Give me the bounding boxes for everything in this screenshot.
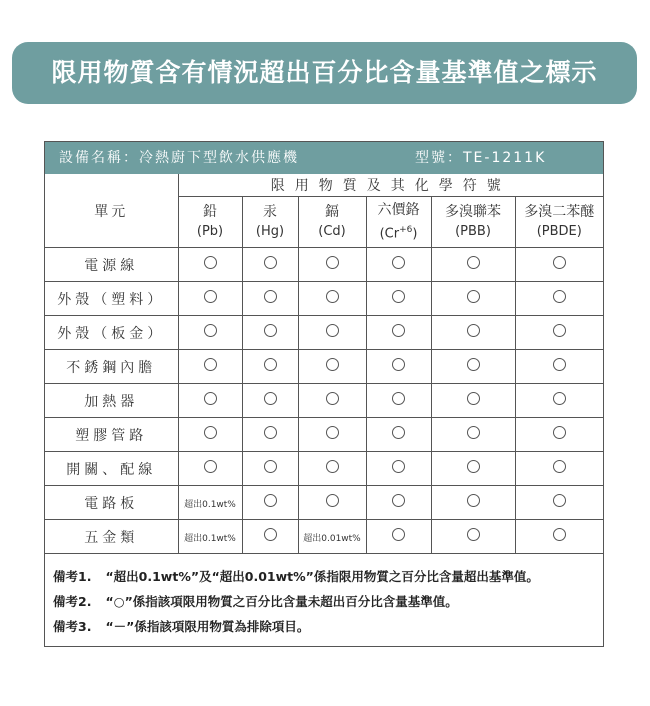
table-row [45, 486, 603, 520]
part-name: 加熱器 [45, 384, 178, 418]
substance-symbol [299, 222, 366, 242]
compliant-circle-icon [392, 256, 405, 269]
substance-symbol [432, 222, 515, 242]
table-cell [242, 384, 298, 418]
table-cell [242, 350, 298, 384]
substance-header [431, 197, 515, 248]
compliant-circle-icon [553, 358, 566, 371]
table-cell [515, 520, 603, 554]
compliant-circle-icon [553, 426, 566, 439]
symbol-text: (PBDE) [536, 224, 582, 239]
table-cell [178, 248, 242, 282]
compliant-circle-icon [467, 358, 480, 371]
substance-header [366, 197, 431, 248]
table-row [45, 452, 603, 486]
unit-header: 單元 [45, 174, 178, 248]
compliant-circle-icon [264, 256, 277, 269]
table-row [45, 384, 603, 418]
rohs-declaration-sheet [44, 141, 604, 647]
table-cell [242, 248, 298, 282]
exceed-value: 超出0.1wt% [184, 533, 236, 544]
compliant-circle-icon [204, 324, 217, 337]
exceed-value: 超出0.01wt% [303, 533, 361, 544]
note-text: “－”係指該項限用物質為排除項目。 [105, 619, 310, 634]
compliant-circle-icon [326, 494, 339, 507]
part-name: 開關、配線 [45, 452, 178, 486]
note-label: 備考1. [53, 569, 92, 584]
table-cell [431, 248, 515, 282]
compliant-circle-icon [264, 358, 277, 371]
symbol-text: (Pb) [196, 224, 224, 239]
compliant-circle-icon [467, 426, 480, 439]
symbol-text: (Hg) [255, 224, 285, 239]
substance-name: 汞 [263, 204, 277, 220]
table-cell [298, 520, 366, 554]
compliant-circle-icon [392, 290, 405, 303]
compliant-circle-icon [326, 256, 339, 269]
substance-symbol [516, 222, 604, 242]
table-cell [242, 418, 298, 452]
note-label: 備考2. [53, 594, 92, 609]
table-row [45, 520, 603, 554]
compliant-circle-icon [392, 324, 405, 337]
compliant-circle-icon [392, 392, 405, 405]
compliant-circle-icon [204, 460, 217, 473]
table-cell [298, 486, 366, 520]
substance-name: 多溴二苯醚 [524, 204, 595, 220]
table-cell [366, 452, 431, 486]
substance-header [298, 197, 366, 248]
compliant-circle-icon [467, 392, 480, 405]
compliant-circle-icon [326, 426, 339, 439]
note-1 [53, 564, 593, 589]
table-cell [298, 282, 366, 316]
table-cell [298, 248, 366, 282]
compliant-circle-icon [392, 460, 405, 473]
table-cell [366, 520, 431, 554]
exceed-value: 超出0.1wt% [184, 499, 236, 510]
compliant-circle-icon [553, 290, 566, 303]
substance-header [242, 197, 298, 248]
table-cell [366, 282, 431, 316]
header-row-group [45, 174, 603, 197]
table-cell [178, 418, 242, 452]
compliant-circle-icon [467, 324, 480, 337]
table-cell [366, 316, 431, 350]
table-cell [431, 350, 515, 384]
compliant-circle-icon [467, 256, 480, 269]
equipment-name: 設備名稱：冷熱廚下型飲水供應機 [59, 150, 299, 166]
compliant-circle-icon [326, 460, 339, 473]
table-row [45, 316, 603, 350]
table-cell [178, 282, 242, 316]
table-cell [515, 282, 603, 316]
page-title: 限用物質含有情況超出百分比含量基準值之標示 [51, 58, 598, 87]
compliant-circle-icon [326, 358, 339, 371]
note-label: 備考3. [53, 619, 92, 634]
compliant-circle-icon [264, 460, 277, 473]
table-cell [515, 384, 603, 418]
table-cell [298, 384, 366, 418]
part-name: 五金類 [45, 520, 178, 554]
table-cell [431, 520, 515, 554]
compliant-circle-icon [553, 256, 566, 269]
restricted-substance-table [45, 174, 603, 554]
substance-name: 鉛 [203, 204, 217, 220]
table-cell [431, 316, 515, 350]
table-cell [242, 282, 298, 316]
table-cell [178, 452, 242, 486]
table-cell [178, 486, 242, 520]
table-cell [178, 316, 242, 350]
compliant-circle-icon [467, 460, 480, 473]
table-row [45, 418, 603, 452]
part-name: 外殼（塑料） [45, 282, 178, 316]
compliant-circle-icon [204, 392, 217, 405]
compliant-circle-icon [392, 358, 405, 371]
compliant-circle-icon [553, 392, 566, 405]
substance-header [178, 197, 242, 248]
table-cell [298, 350, 366, 384]
compliant-circle-icon [204, 256, 217, 269]
compliant-circle-icon [264, 426, 277, 439]
compliant-circle-icon [264, 528, 277, 541]
compliant-circle-icon [204, 426, 217, 439]
table-cell [431, 452, 515, 486]
compliant-circle-icon [204, 290, 217, 303]
compliant-circle-icon [553, 324, 566, 337]
compliant-circle-icon [264, 392, 277, 405]
compliant-circle-icon [467, 528, 480, 541]
table-cell [366, 350, 431, 384]
symbol-close: ) [412, 226, 418, 242]
compliant-circle-icon [264, 290, 277, 303]
part-name: 電路板 [45, 486, 178, 520]
model-number: 型號：TE-1211K [415, 150, 547, 166]
compliant-circle-icon [392, 494, 405, 507]
substance-symbol [243, 222, 298, 242]
table-cell [298, 452, 366, 486]
table-cell [431, 486, 515, 520]
table-cell [242, 316, 298, 350]
symbol-text: (Cr [379, 226, 400, 242]
compliant-circle-icon [467, 290, 480, 303]
compliant-circle-icon [326, 392, 339, 405]
part-name: 不銹鋼內膽 [45, 350, 178, 384]
compliant-circle-icon [553, 460, 566, 473]
sheet-header [45, 142, 603, 174]
table-cell [178, 350, 242, 384]
table-cell [366, 418, 431, 452]
table-row [45, 350, 603, 384]
substance-group-header: 限用物質及其化學符號 [178, 174, 603, 197]
compliant-circle-icon [553, 528, 566, 541]
compliant-circle-icon [326, 324, 339, 337]
table-cell [242, 520, 298, 554]
table-cell [431, 418, 515, 452]
table-cell [242, 486, 298, 520]
table-cell [515, 486, 603, 520]
compliant-circle-icon [204, 358, 217, 371]
substance-name: 六價鉻 [377, 201, 420, 218]
title-banner [12, 42, 637, 104]
table-cell [178, 520, 242, 554]
table-cell [515, 248, 603, 282]
table-cell [431, 282, 515, 316]
table-cell [366, 486, 431, 520]
substance-name: 鎘 [325, 204, 339, 220]
table-cell [431, 384, 515, 418]
note-text: “超出0.1wt%”及“超出0.01wt%”係指限用物質之百分比含量超出基準值。 [105, 569, 539, 584]
compliant-circle-icon [326, 290, 339, 303]
compliant-circle-icon [264, 494, 277, 507]
part-name: 塑膠管路 [45, 418, 178, 452]
note-3 [53, 614, 593, 639]
table-row [45, 248, 603, 282]
table-row [45, 282, 603, 316]
table-cell [178, 384, 242, 418]
compliant-circle-icon [553, 494, 566, 507]
part-name: 電源線 [45, 248, 178, 282]
compliant-circle-icon [392, 426, 405, 439]
table-cell [515, 452, 603, 486]
table-cell [298, 316, 366, 350]
note-text: “○”係指該項限用物質之百分比含量未超出百分比含量基準值。 [105, 594, 458, 609]
table-body [45, 174, 603, 554]
table-cell [366, 384, 431, 418]
part-name: 外殼（板金） [45, 316, 178, 350]
compliant-circle-icon [392, 528, 405, 541]
table-cell [298, 418, 366, 452]
substance-header [515, 197, 603, 248]
symbol-text: (PBB) [455, 224, 491, 239]
table-cell [366, 248, 431, 282]
table-cell [515, 316, 603, 350]
symbol-text: (Cd) [318, 224, 346, 239]
table-cell [515, 350, 603, 384]
note-2 [53, 589, 593, 614]
substance-symbol [179, 222, 242, 242]
substance-symbol [367, 220, 431, 244]
table-cell [242, 452, 298, 486]
table-cell [515, 418, 603, 452]
compliant-circle-icon [264, 324, 277, 337]
notes [53, 564, 593, 639]
compliant-circle-icon [467, 494, 480, 507]
symbol-superscript: +6 [399, 224, 413, 235]
substance-name: 多溴聯苯 [445, 204, 501, 220]
